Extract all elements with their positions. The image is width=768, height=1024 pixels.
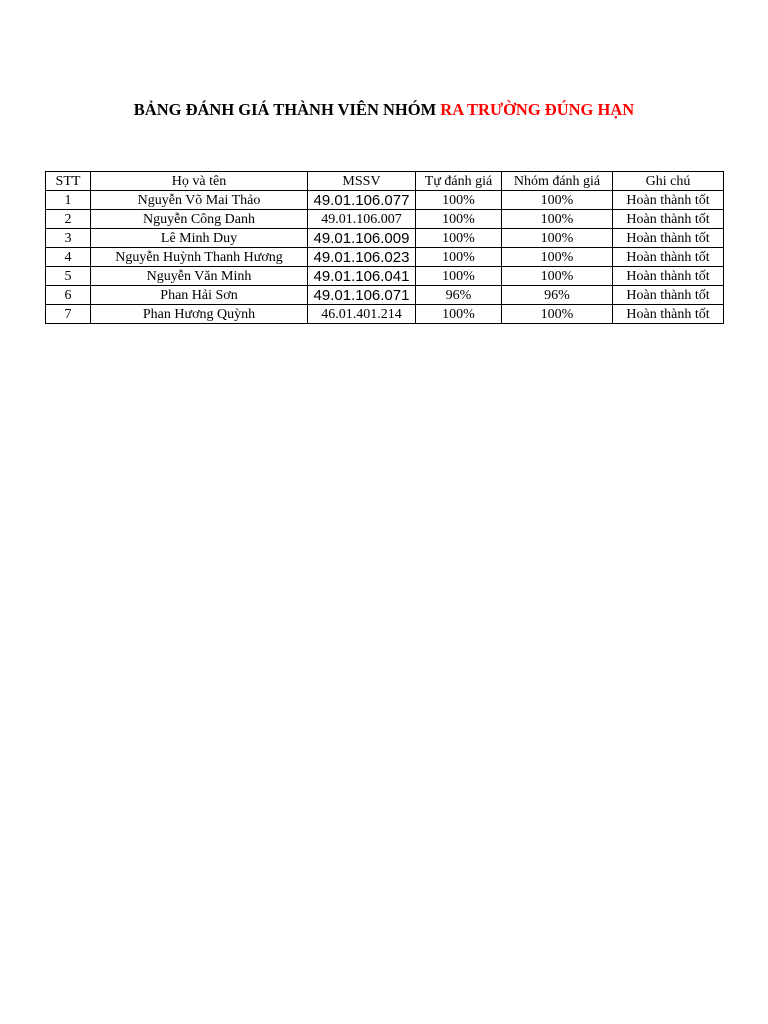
cell-mssv: 46.01.401.214 [308,305,416,324]
cell-mssv: 49.01.106.077 [308,191,416,210]
cell-group-eval: 100% [502,229,613,248]
cell-self-eval: 100% [416,267,502,286]
cell-stt: 2 [46,210,91,229]
header-stt: STT [46,172,91,191]
cell-self-eval: 96% [416,286,502,305]
table-row [46,191,724,210]
cell-note: Hoàn thành tốt [613,267,724,286]
cell-group-eval: 100% [502,267,613,286]
title-main: BẢNG ĐÁNH GIÁ THÀNH VIÊN NHÓM [133,100,437,119]
cell-note: Hoàn thành tốt [613,191,724,210]
cell-note: Hoàn thành tốt [613,248,724,267]
cell-stt: 7 [46,305,91,324]
header-self-eval: Tự đánh giá [416,172,502,191]
table-row [46,210,724,229]
cell-mssv: 49.01.106.009 [308,229,416,248]
cell-stt: 6 [46,286,91,305]
cell-note: Hoàn thành tốt [613,210,724,229]
cell-self-eval: 100% [416,229,502,248]
cell-name: Nguyễn Võ Mai Thảo [91,191,308,210]
table-row [46,248,724,267]
cell-name: Phan Hương Quỳnh [91,305,308,324]
cell-group-eval: 96% [502,286,613,305]
header-name: Họ và tên [91,172,308,191]
cell-note: Hoàn thành tốt [613,229,724,248]
cell-stt: 1 [46,191,91,210]
evaluation-table [45,171,724,324]
cell-self-eval: 100% [416,248,502,267]
header-group-eval: Nhóm đánh giá [502,172,613,191]
document-title [0,100,768,120]
cell-note: Hoàn thành tốt [613,305,724,324]
cell-name: Nguyễn Huỳnh Thanh Hương [91,248,308,267]
table-row [46,286,724,305]
cell-mssv: 49.01.106.041 [308,267,416,286]
cell-name: Nguyễn Văn Minh [91,267,308,286]
cell-mssv: 49.01.106.007 [308,210,416,229]
cell-self-eval: 100% [416,305,502,324]
cell-self-eval: 100% [416,210,502,229]
cell-group-eval: 100% [502,191,613,210]
cell-mssv: 49.01.106.071 [308,286,416,305]
header-note: Ghi chú [613,172,724,191]
title-highlight: RA TRƯỜNG ĐÚNG HẠN [440,100,635,119]
cell-mssv: 49.01.106.023 [308,248,416,267]
header-mssv: MSSV [308,172,416,191]
cell-self-eval: 100% [416,191,502,210]
cell-note: Hoàn thành tốt [613,286,724,305]
table-row [46,305,724,324]
cell-stt: 5 [46,267,91,286]
cell-stt: 4 [46,248,91,267]
cell-name: Phan Hải Sơn [91,286,308,305]
table-row [46,267,724,286]
cell-group-eval: 100% [502,305,613,324]
cell-stt: 3 [46,229,91,248]
cell-name: Lê Minh Duy [91,229,308,248]
cell-name: Nguyễn Công Danh [91,210,308,229]
cell-group-eval: 100% [502,248,613,267]
cell-group-eval: 100% [502,210,613,229]
table-row [46,229,724,248]
table-header-row [46,172,724,191]
